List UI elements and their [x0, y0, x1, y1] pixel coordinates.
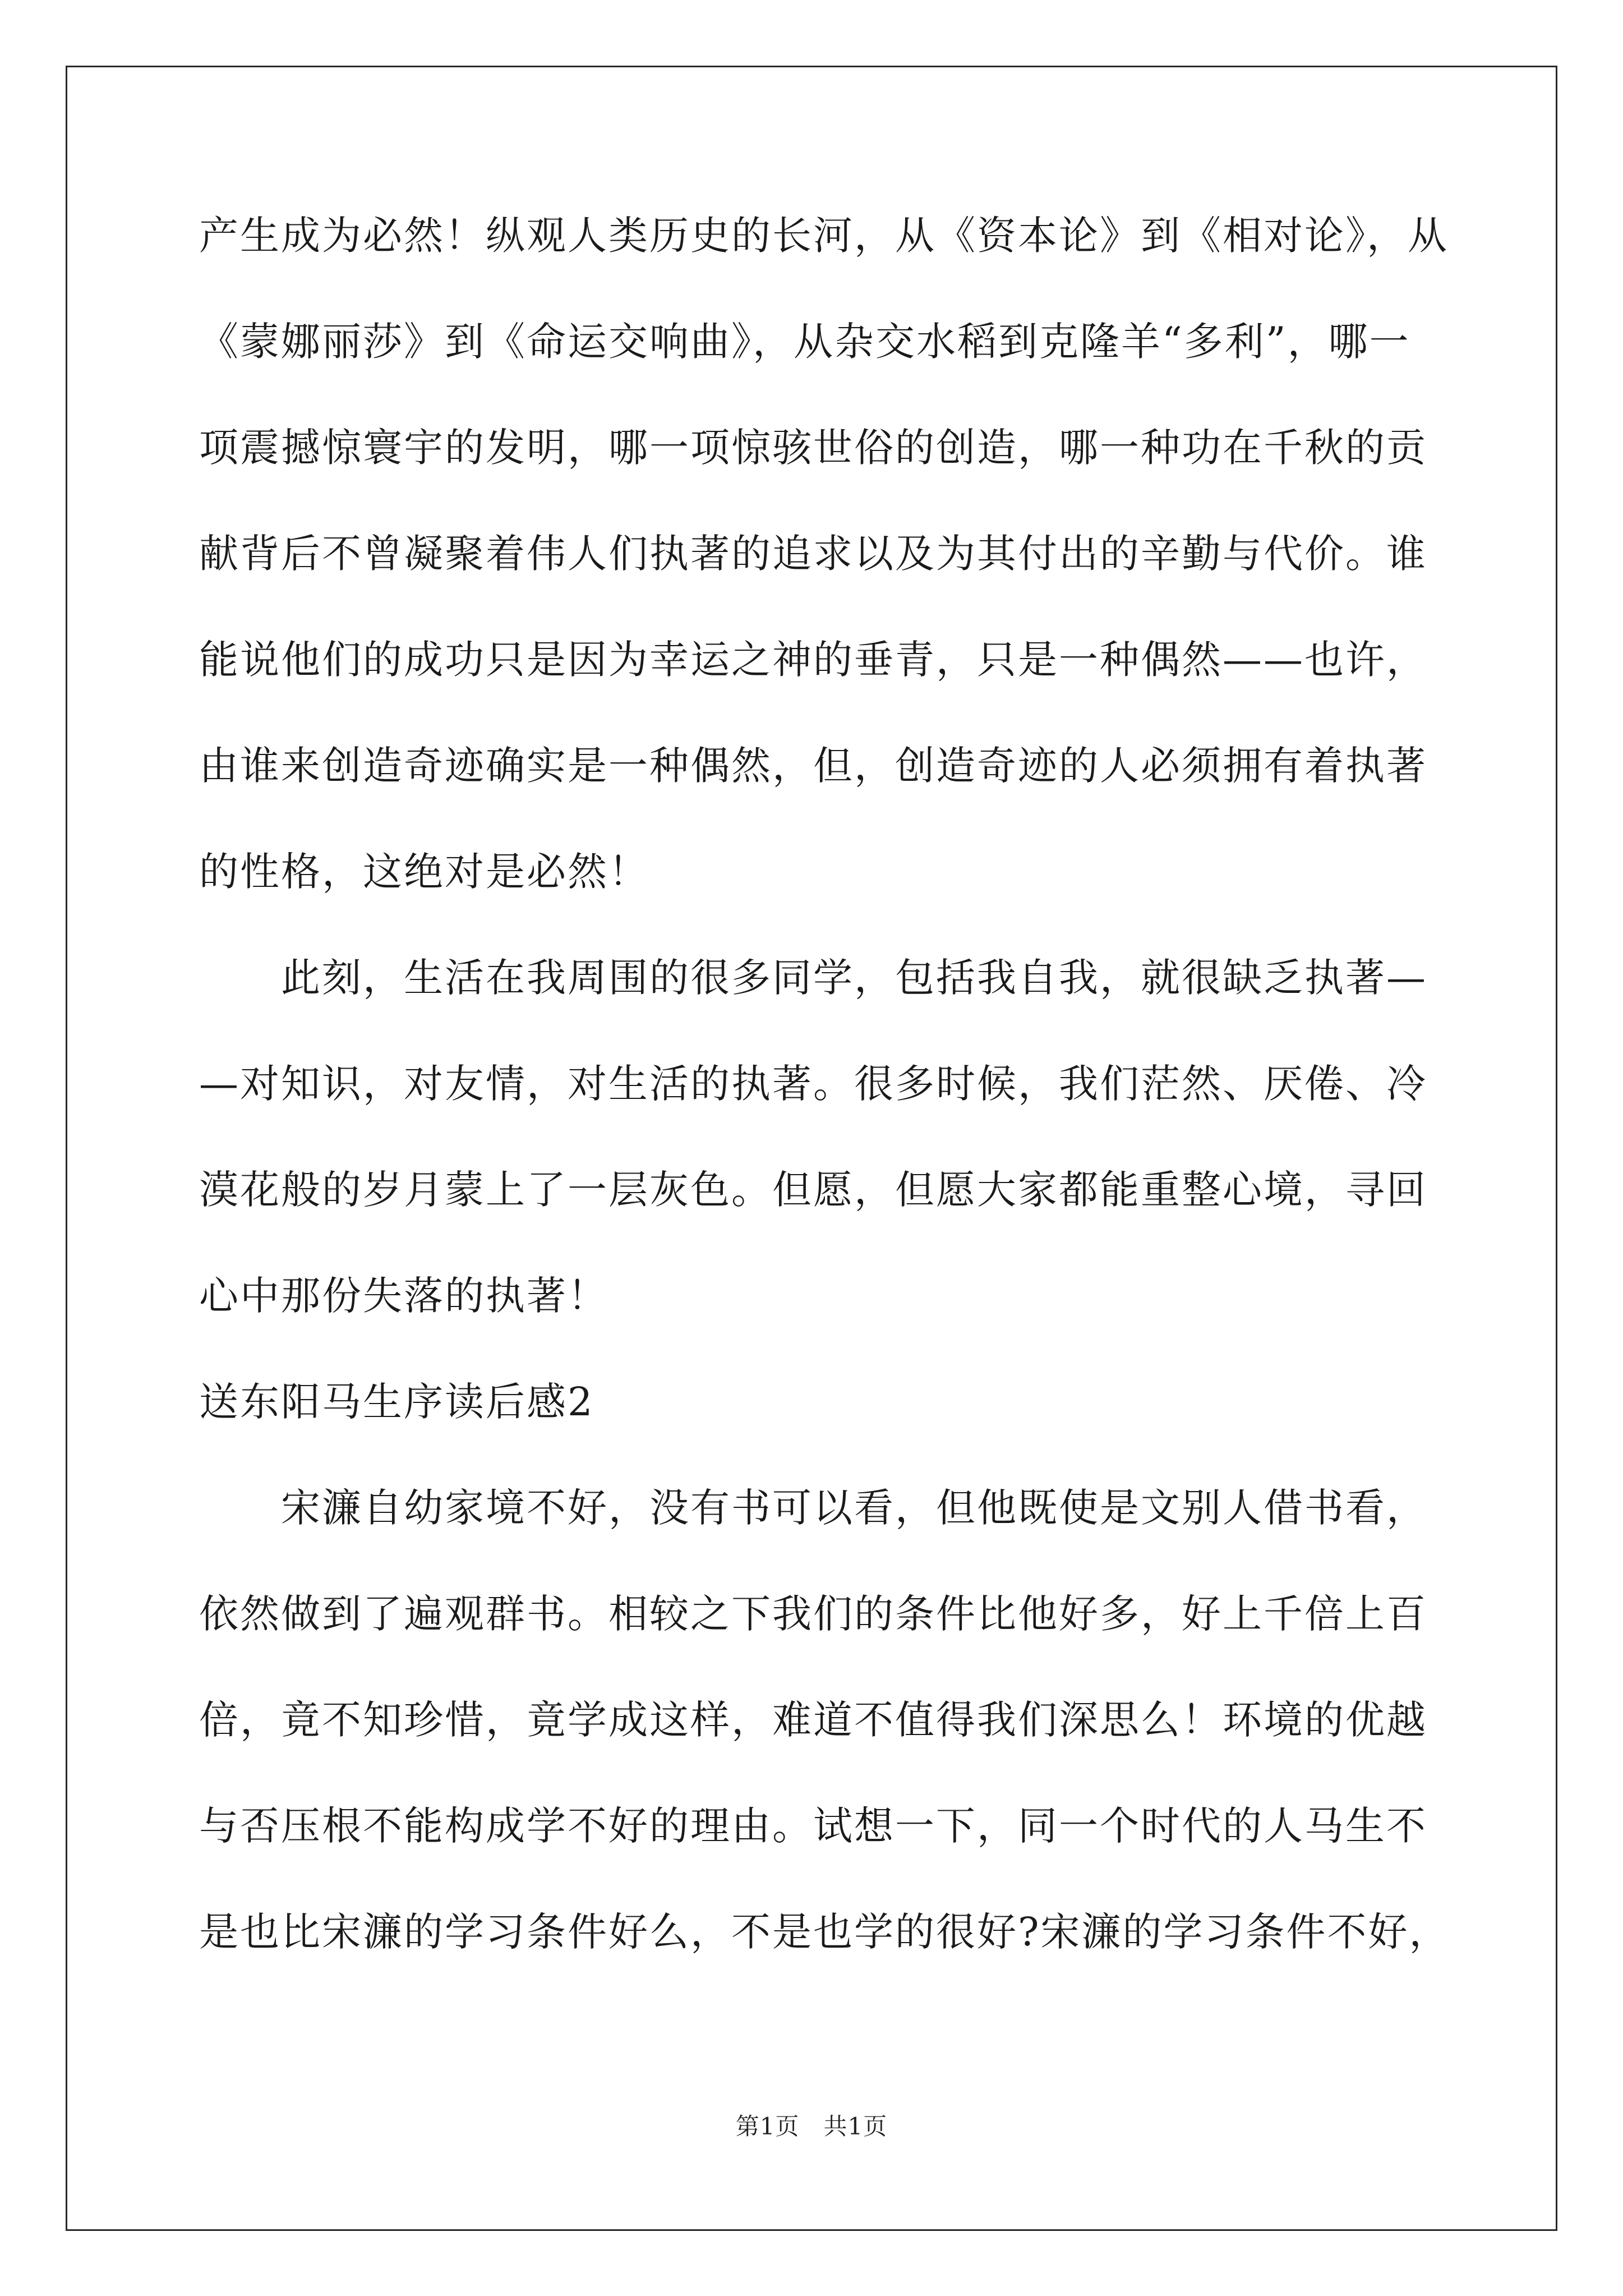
text-line: 由谁来创造奇迹确实是一种偶然，但，创造奇迹的人必须拥有着执著: [199, 743, 1427, 789]
text-line: 心中那份失落的执著！: [199, 1273, 608, 1319]
text-line: —对知识，对友情，对生活的执著。很多时候，我们茫然、厌倦、冷: [199, 1061, 1427, 1107]
text-line: 《蒙娜丽莎》到《命运交响曲》，从杂交水稻到克隆羊“多利”，哪一: [199, 319, 1410, 365]
text-line: 宋濂自幼家境不好，没有书可以看，但他既使是文别人借书看，: [281, 1485, 1427, 1531]
paragraph-3: [199, 1485, 1478, 1955]
text-line: 能说他们的成功只是因为幸运之神的垂青，只是一种偶然——也许，: [199, 637, 1427, 683]
text-line: 倍，竟不知珍惜，竟学成这样，难道不值得我们深思么！环境的优越: [199, 1697, 1427, 1743]
paragraph-1: [199, 213, 1478, 895]
page-number: 第1页 共1页: [735, 2113, 888, 2140]
document-body: [199, 213, 1478, 2018]
text-line: 产生成为必然！纵观人类历史的长河，从《资本论》到《相对论》，从: [199, 213, 1449, 259]
paragraph-2: [199, 955, 1478, 1319]
text-line: 献背后不曾凝聚着伟人们执著的追求以及为其付出的辛勤与代价。谁: [199, 531, 1427, 577]
text-line: 依然做到了遍观群书。相较之下我们的条件比他好多，好上千倍上百: [199, 1591, 1427, 1637]
text-line: 漠花般的岁月蒙上了一层灰色。但愿，但愿大家都能重整心境，寻回: [199, 1167, 1427, 1213]
text-line: 是也比宋濂的学习条件好么，不是也学的很好?宋濂的学习条件不好，: [199, 1909, 1450, 1955]
text-line: 的性格，这绝对是必然！: [199, 849, 649, 895]
section-title: 送东阳马生序读后感2: [199, 1379, 594, 1425]
text-line: 与否压根不能构成学不好的理由。试想一下，同一个时代的人马生不: [199, 1803, 1427, 1849]
text-line: 项震撼惊寰宇的发明，哪一项惊骇世俗的创造，哪一种功在千秋的贡: [199, 425, 1427, 471]
text-line: 此刻，生活在我周围的很多同学，包括我自我，就很缺乏执著—: [281, 955, 1427, 1001]
